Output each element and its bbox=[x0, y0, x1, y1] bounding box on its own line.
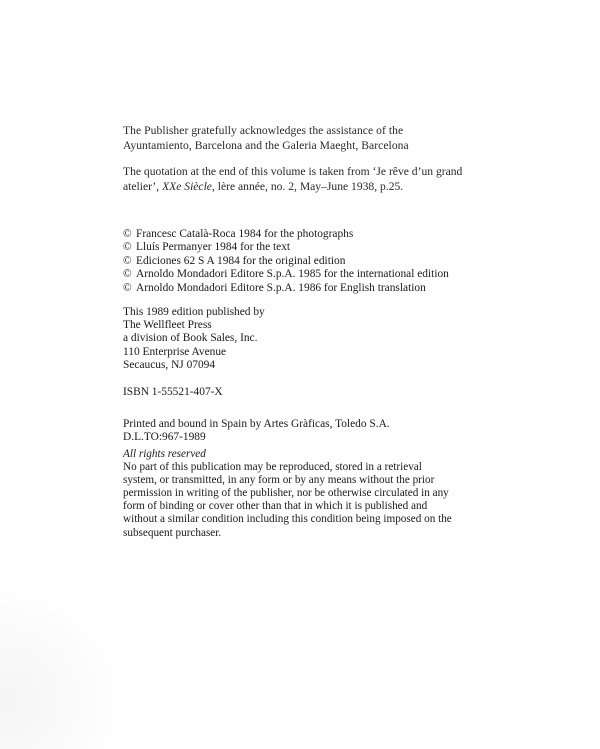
copyright-symbol: © bbox=[123, 281, 132, 294]
rights-line: without a similar condition including this condition being imposed on the bbox=[123, 513, 452, 526]
quotation-line: The quotation at the end of this volume is taken from ‘Je rêve d’un grand bbox=[123, 165, 463, 178]
rights-statement bbox=[123, 448, 543, 540]
copyright-symbol: © bbox=[123, 228, 132, 240]
copyright-line bbox=[123, 255, 543, 268]
copyright-list bbox=[123, 228, 543, 295]
copyright-text: Arnoldo Mondadori Editore S.p.A. 1986 for English translation bbox=[136, 281, 426, 294]
quotation-paragraph bbox=[123, 165, 543, 194]
rights-line: No part of this publication may be reproduced, stored in a retrieval bbox=[123, 461, 422, 474]
copyright-line bbox=[123, 241, 543, 254]
publisher-line: This 1989 edition published by bbox=[123, 306, 265, 318]
acknowledgement-line: The Publisher gratefully acknowledges the assistance of the bbox=[123, 124, 404, 137]
printing-line: Printed and bound in Spain by Artes Gràficas, Toledo S.A. bbox=[123, 418, 390, 430]
isbn-line: ISBN 1-55521-407-X bbox=[123, 386, 223, 398]
rights-line: form of binding or cover other than that in which it is published and bbox=[123, 500, 428, 513]
rights-line: system, or transmitted, in any form or by any means without the prior bbox=[123, 474, 435, 487]
publisher-line: The Wellfleet Press bbox=[123, 319, 212, 332]
copyright-text: Ediciones 62 S A 1984 for the original edition bbox=[136, 254, 346, 267]
publisher-address bbox=[123, 306, 543, 372]
copyright-text: Francesc Català-Roca 1984 for the photographs bbox=[136, 228, 354, 240]
copyright-text: Lluís Permanyer 1984 for the text bbox=[136, 241, 291, 254]
publisher-line: a division of Book Sales, Inc. bbox=[123, 332, 258, 345]
rights-line: subsequent purchaser. bbox=[123, 526, 222, 539]
scan-shadow bbox=[0, 590, 120, 749]
publisher-line: 110 Enterprise Avenue bbox=[123, 345, 227, 358]
copyright-line bbox=[123, 228, 543, 241]
printing-line: D.L.TO:967-1989 bbox=[123, 431, 206, 444]
printing-info bbox=[123, 418, 543, 445]
quotation-suffix: , lère année, no. 2, May–June 1938, p.25. bbox=[211, 179, 404, 193]
acknowledgement-paragraph bbox=[123, 124, 543, 153]
quotation-source-title: XXe Siècle bbox=[162, 179, 212, 193]
copyright-symbol: © bbox=[123, 268, 132, 281]
isbn bbox=[123, 386, 543, 399]
acknowledgement-line: Ayuntamiento, Barcelona and the Galeria Maeght, Barcelona bbox=[123, 138, 409, 152]
copyright-symbol: © bbox=[123, 241, 132, 254]
copyright-symbol: © bbox=[123, 254, 132, 267]
copyright-text: Arnoldo Mondadori Editore S.p.A. 1985 for the international edition bbox=[136, 268, 449, 281]
copyright-line bbox=[123, 268, 543, 281]
quotation-line bbox=[123, 180, 543, 195]
publisher-line: Secaucus, NJ 07094 bbox=[123, 358, 216, 371]
copyright-line bbox=[123, 282, 543, 295]
rights-heading: All rights reserved bbox=[123, 448, 206, 460]
quotation-prefix: atelier’, bbox=[123, 179, 163, 193]
rights-line: permission in writing of the publisher, nor be otherwise circulated in any bbox=[123, 487, 449, 500]
